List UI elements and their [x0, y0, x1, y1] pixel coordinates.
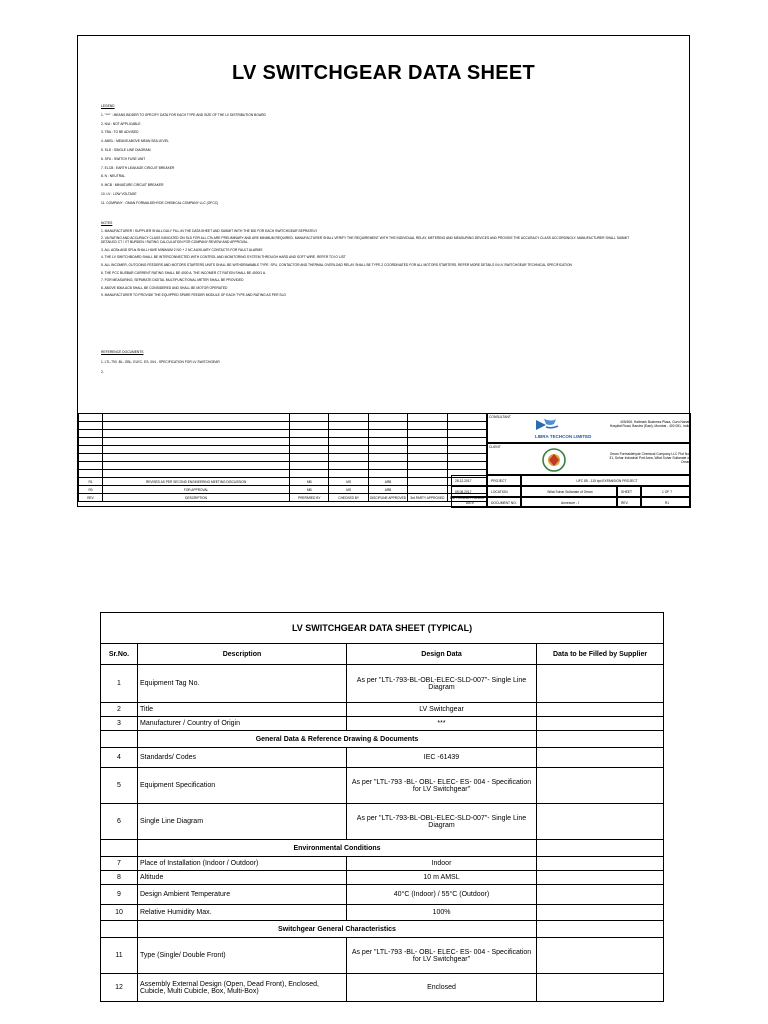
rev-value-cell	[641, 497, 691, 508]
references-list	[101, 360, 220, 374]
row-description: Title	[138, 703, 347, 717]
rev-cell: R1	[79, 478, 103, 486]
rev-cell: FOR APPROVAL	[103, 486, 290, 494]
row-design-data: As per "LTL-793-BL-OBL-ELEC-SLD-007"- Single Line Diagram	[347, 665, 537, 703]
rev-cell	[290, 446, 329, 454]
consultant-label: CONSULTANT	[489, 415, 511, 419]
references-block	[101, 350, 220, 380]
rev-cell	[79, 446, 103, 454]
legend-block	[101, 104, 266, 210]
row-supplier-data[interactable]	[537, 665, 664, 703]
row-number: 12	[101, 974, 138, 1002]
rev-r1-date: 28.12.2017	[455, 479, 472, 483]
row-design-data: LV Switchgear	[347, 703, 537, 717]
row-supplier-data[interactable]	[537, 717, 664, 731]
rev-cell	[290, 438, 329, 446]
rev-cell	[290, 430, 329, 438]
row-design-data: 40°C (Indoor) / 55°C (Outdoor)	[347, 885, 537, 905]
row-design-data: ***	[347, 717, 537, 731]
rev-cell	[103, 462, 290, 470]
row-number: 11	[101, 938, 138, 974]
rev-cell	[329, 470, 368, 478]
rev-cell	[408, 438, 447, 446]
notes-block	[101, 221, 641, 301]
rev-cell	[290, 454, 329, 462]
table-row	[101, 804, 664, 840]
rev-cell	[368, 462, 407, 470]
section-spacer	[101, 921, 138, 938]
row-supplier-data[interactable]	[537, 974, 664, 1002]
rev-cell: MS	[329, 486, 368, 494]
sheet-title: LV SWITCHGEAR DATA SHEET	[231, 62, 536, 84]
location-label: LOCATION	[491, 490, 508, 494]
row-supplier-data[interactable]	[537, 748, 664, 768]
rev-cell	[368, 438, 407, 446]
project-label: PROJECT	[491, 479, 507, 483]
row-supplier-data[interactable]	[537, 905, 664, 921]
row-design-data: IEC -61439	[347, 748, 537, 768]
rev-cell	[290, 422, 329, 430]
table-row	[101, 748, 664, 768]
rev-cell	[79, 422, 103, 430]
rev-cell	[447, 414, 486, 422]
project-value-cell	[521, 475, 691, 486]
revision-blank-row	[79, 454, 487, 462]
rev-cell	[408, 422, 447, 430]
row-supplier-data[interactable]	[537, 703, 664, 717]
sheet-value-cell	[641, 486, 691, 497]
row-number: 6	[101, 804, 138, 840]
location-value-cell	[521, 486, 617, 497]
rev-cell	[329, 422, 368, 430]
sheet-label-cell	[617, 486, 641, 497]
rev-cell: MS	[329, 478, 368, 486]
reference-item: 1. LTL-793 -BL- OBL- ELEC- ES- 004 - SPECIFICATION FOR LV SWITCHGEAR	[101, 360, 220, 364]
row-number: 7	[101, 857, 138, 871]
rev-cell	[329, 462, 368, 470]
section-label: Environmental Conditions	[138, 840, 537, 857]
references-heading: REFERENCE DOCUMENTS	[101, 350, 144, 354]
rev-cell	[408, 454, 447, 462]
rev-cell: BID FROM APPROVED	[447, 494, 486, 502]
rev-cell	[79, 470, 103, 478]
rev-cell: CHECKED BY	[329, 494, 368, 502]
rev-cell	[447, 446, 486, 454]
rev-cell	[103, 446, 290, 454]
docno-value-cell	[521, 497, 617, 508]
rev-label-cell	[617, 497, 641, 508]
data-sheet-cover	[77, 35, 690, 507]
rev-cell	[103, 430, 290, 438]
table-row	[101, 717, 664, 731]
revision-blank-row	[79, 430, 487, 438]
rev-cell	[368, 470, 407, 478]
table-row	[101, 885, 664, 905]
rev-cell	[447, 430, 486, 438]
row-description: Design Ambient Temperature	[138, 885, 347, 905]
section-row	[101, 731, 664, 748]
row-number: 5	[101, 768, 138, 804]
section-label: General Data & Reference Drawing & Documents	[138, 731, 537, 748]
table-row	[101, 974, 664, 1002]
note-item: 6. THE PCC BUSBAR CURRENT RATING SHALL BE 4000 A. THE INCOMER CT RATION SHALL BE 4000/1 A.	[101, 270, 267, 275]
revision-blank-row	[79, 470, 487, 478]
consultant-address: 405/406, Hallmark Business Plaza, Guru Nanak Hospital Road, Bandra (East), Mumbai - 400 051, India	[609, 420, 690, 428]
notes-heading: NOTES	[101, 221, 113, 225]
row-number: 3	[101, 717, 138, 731]
table-row	[101, 871, 664, 885]
section-spacer	[537, 731, 664, 748]
row-description: Place of Installation (Indoor / Outdoor)	[138, 857, 347, 871]
section-row	[101, 921, 664, 938]
rev-cell	[329, 430, 368, 438]
rev-cell	[408, 430, 447, 438]
rev-cell	[103, 414, 290, 422]
row-supplier-data[interactable]	[537, 768, 664, 804]
typical-title: LV SWITCHGEAR DATA SHEET (TYPICAL)	[101, 613, 664, 644]
consultant-name: LIBRA TECHCON LIMITED	[535, 434, 592, 439]
row-design-data: Indoor	[347, 857, 537, 871]
rev-cell	[290, 470, 329, 478]
note-item: 5. ALL INCOMER, OUTGOING FEEDERS AND MOTORS STARTERS UNITS SHALL BE WITHDRAWABLE TYPE. SFU, CONTACTOR AND THERMAL OVERLOAD RELAY SHALL BE TYPE-2 COORDINATED FOR ALL MOTORS STARTERS. REFER MORE DETAILS IN LV SWITCHGEAR TECHNICAL SPECIFICATION	[101, 262, 572, 267]
legend-item: 2. N/A : NOT APPLICABLE	[101, 121, 141, 126]
revision-row	[79, 486, 487, 494]
row-supplier-data[interactable]	[537, 857, 664, 871]
rev-cell	[447, 462, 486, 470]
project-label-cell	[487, 475, 521, 486]
rev-cell	[79, 438, 103, 446]
rev-cell	[368, 414, 407, 422]
rev-cell	[79, 462, 103, 470]
table-row	[101, 768, 664, 804]
rev-cell: MB	[290, 486, 329, 494]
rev-cell: DISCIPLINE APPROVED	[369, 495, 407, 500]
rev-cell: DESCRIPTION	[103, 494, 290, 502]
revision-header-row	[79, 494, 487, 502]
client-cell	[487, 443, 691, 475]
row-number: 8	[101, 871, 138, 885]
row-description: Equipment Tag No.	[138, 665, 347, 703]
section-spacer	[537, 840, 664, 857]
row-description: Equipment Specification	[138, 768, 347, 804]
typical-data-sheet	[100, 612, 663, 1002]
legend-item: 7. ELCB : EARTH LEAKAGE CIRCUIT BREAKER	[101, 165, 175, 170]
libra-logo-icon	[532, 416, 562, 434]
rev-cell	[447, 422, 486, 430]
rev-cell	[103, 454, 290, 462]
header-design-data: Design Data	[347, 644, 537, 665]
row-supplier-data[interactable]	[537, 804, 664, 840]
legend-item: 4. AMSL : MEANS ABOVE MEAN SEA LEVEL	[101, 139, 169, 144]
row-number: 4	[101, 748, 138, 768]
legend-item: 3. TBA : TO BE ADVISED	[101, 130, 139, 135]
rev-cell	[408, 486, 447, 494]
table-row	[101, 905, 664, 921]
row-number: 9	[101, 885, 138, 905]
rev-cell	[79, 454, 103, 462]
rev-cell: ARB	[368, 486, 407, 494]
rev-label: REV.	[621, 501, 629, 505]
row-supplier-data[interactable]	[537, 885, 664, 905]
rev-cell: MB	[290, 478, 329, 486]
row-description: Assembly External Design (Open, Dead Front), Enclosed, Cubicle, Multi Cubicle, Box, Multi-Box)	[138, 974, 347, 1002]
date-r1-cell	[451, 475, 487, 486]
note-item: 4. THE LV SWITCHBOARD SHALL BE INTERCONNECTED WITH CONTROL AND MONITORING SYSTEM THROUGH HARD AND SOFT WIRE. REFER TO IO LIST	[101, 255, 346, 260]
rev-value: R1	[664, 501, 670, 505]
header-description: Description	[138, 644, 347, 665]
rev-cell	[329, 438, 368, 446]
revision-blank-row	[79, 446, 487, 454]
sheet-value: 1 OF 7	[661, 490, 673, 494]
table-row	[101, 703, 664, 717]
rev-cell	[447, 438, 486, 446]
revision-blank-row	[79, 438, 487, 446]
rev-cell	[368, 454, 407, 462]
consultant-cell	[487, 413, 691, 443]
section-label: Switchgear General Characteristics	[138, 921, 537, 938]
rev-cell	[408, 446, 447, 454]
rev-cell	[368, 422, 407, 430]
rev-r0-date: 09.08.2017	[455, 490, 472, 494]
rev-cell	[408, 470, 447, 478]
row-design-data: As per "LTL-793-BL-OBL-ELEC-SLD-007"- Single Line Diagram	[347, 804, 537, 840]
client-address: Oman Formaldehyde Chemical Company LLC Plot No. 31, Sohar Industrial Port Area, Wilat Sohar Sultanate of Oman	[609, 452, 690, 464]
notes-list	[101, 229, 641, 298]
row-supplier-data[interactable]	[537, 938, 664, 974]
row-design-data: As per "LTL-793 -BL- OBL- ELEC- ES- 004 - Specification for LV Switchgear"	[347, 938, 537, 974]
location-label-cell	[487, 486, 521, 497]
sheet-label: SHEET	[621, 490, 632, 494]
row-design-data: 10 m AMSL	[347, 871, 537, 885]
section-row	[101, 840, 664, 857]
row-description: Single Line Diagram	[138, 804, 347, 840]
row-design-data: 100%	[347, 905, 537, 921]
row-description: Altitude	[138, 871, 347, 885]
rev-cell: ARB	[368, 478, 407, 486]
rev-cell	[103, 470, 290, 478]
date-header-cell	[451, 497, 487, 508]
rev-cell	[79, 414, 103, 422]
rev-cell: REVISED AS PER SECOND ENGINEERING MEETING DISCUSSION	[103, 478, 290, 486]
table-row	[101, 857, 664, 871]
row-description: Type (Single/ Double Front)	[138, 938, 347, 974]
legend-item: 11. COMPANY : OMAN FORMALDEHYDE CHEMICAL COMPANY LLC (OFCC)	[101, 200, 219, 205]
rev-cell	[290, 414, 329, 422]
section-spacer	[537, 921, 664, 938]
row-number: 10	[101, 905, 138, 921]
rev-cell	[408, 478, 447, 486]
rev-cell	[329, 446, 368, 454]
row-design-data: Enclosed	[347, 974, 537, 1002]
legend-item: 9. MCB : MINIATURE CIRCUIT BREAKER	[101, 183, 164, 188]
note-item: 2. VA RATING AND ACCURACY CLASS INDICATED ON SLD FOR ALL CTs ARE PRELIMINARY AND ARE MINIMUM REQUIRED. MANUFACTURER SHALL VERIFY THE REQUIREMENT WITH THE INDIVIDUAL RELAY, METERING AND MEASURING DEVICES AND PROVIDE THE ACCURACY CLASS ACCORDINGLY. MANUFACTURER SHALL SUBMIT DETAILED CT / VT BURDEN / RATING CALCULATION FOR COMPANY REVIEW AND APPROVAL.	[101, 236, 630, 245]
legend-item: 6. SFU : SWITCH FUSE UNIT	[101, 156, 146, 161]
rev-cell	[447, 454, 486, 462]
date-r0-cell	[451, 486, 487, 497]
row-number: 1	[101, 665, 138, 703]
rev-cell: PREPARED BY	[290, 494, 329, 502]
note-item: 8. ABOVE 800A ACB SHALL BE CONSIDERED AND SHALL BE MOTOR OPERATED	[101, 285, 228, 290]
rev-cell	[329, 414, 368, 422]
rev-cell: R0	[79, 486, 103, 494]
client-label: CLIENT	[489, 445, 501, 449]
header-srno: Sr.No.	[101, 644, 138, 665]
table-row	[101, 938, 664, 974]
legend-item: 5. SLD : SINGLE LINE DIAGRAM	[101, 147, 151, 152]
rev-cell	[329, 454, 368, 462]
section-spacer	[101, 840, 138, 857]
row-description: Standards/ Codes	[138, 748, 347, 768]
docno-value: Annexure - I	[561, 501, 579, 505]
legend-heading: LEGEND	[101, 104, 115, 108]
table-row	[101, 665, 664, 703]
rev-cell: 3rd PARTY APPROVED	[408, 494, 447, 502]
rev-cell	[290, 462, 329, 470]
revision-table	[78, 413, 487, 502]
reference-item: 2.	[101, 370, 104, 374]
client-logo-icon	[541, 447, 567, 473]
legend-item: 8. N : NEUTRAL	[101, 174, 126, 179]
rev-cell	[408, 462, 447, 470]
legend-item: 1. "***" : MEANS BIDDER TO SPECIFY DATA FOR EACH TYPE AND SIZE OF THE LV DISTRIBUTION BOARD	[101, 112, 266, 117]
revision-row	[79, 478, 487, 486]
legend-item: 10. LV : LOW VOLTAGE	[101, 191, 137, 196]
row-description: Manufacturer / Country of Origin	[138, 717, 347, 731]
rev-cell	[103, 438, 290, 446]
rev-cell	[103, 422, 290, 430]
note-item: 3. ALL ACBs AND SFUs SHALL HAVE MINIMUM 2 NO + 2 NC AUXILIARY CONTACTS FOR FAULT ALARMS	[101, 247, 263, 252]
legend-list	[101, 113, 266, 205]
section-spacer	[101, 731, 138, 748]
rev-cell	[368, 430, 407, 438]
note-item: 9. MANUFACTURER TO PROVIDE THE EQUIPPED SPARE FEEDER MODULE OF EACH TYPE AND RATING AS PER SLD	[101, 293, 286, 298]
docno-label-cell	[487, 497, 521, 508]
header-supplier-data: Data to be Filled by Supplier	[537, 644, 664, 665]
note-item: 1. MANUFACTURER / SUPPLIER SHALL DULY FILL-IN THE DATA SHEET AND SUBMIT WITH THE BID FOR EACH SWITCHGEAR SEPRATELY	[101, 228, 318, 233]
rev-cell	[368, 446, 407, 454]
rev-cell	[79, 430, 103, 438]
row-supplier-data[interactable]	[537, 871, 664, 885]
location-value: Wilat Sohar Sultanate of Oman	[547, 490, 593, 494]
rev-cell: REV	[79, 494, 103, 502]
rev-cell	[408, 414, 447, 422]
revision-blank-row	[79, 414, 487, 422]
project-value: UFC 85 - 115 tpd EXPANSION PROJECT	[576, 479, 638, 483]
note-item: 7. FOR MEASURING, SEPARATE DIGITAL MULTIFUNCTIONAL METER SHALL BE PROVIDED	[101, 278, 244, 283]
typical-table	[100, 612, 664, 1002]
revision-blank-row	[79, 422, 487, 430]
row-description: Relative Humidity Max.	[138, 905, 347, 921]
docno-label: DOCUMENT NO.	[491, 501, 517, 505]
date-header: DATE	[465, 501, 475, 505]
row-number: 2	[101, 703, 138, 717]
row-design-data: As per "LTL-793 -BL- OBL- ELEC- ES- 004 - Specification for LV Switchgear"	[347, 768, 537, 804]
revision-blank-row	[79, 462, 487, 470]
